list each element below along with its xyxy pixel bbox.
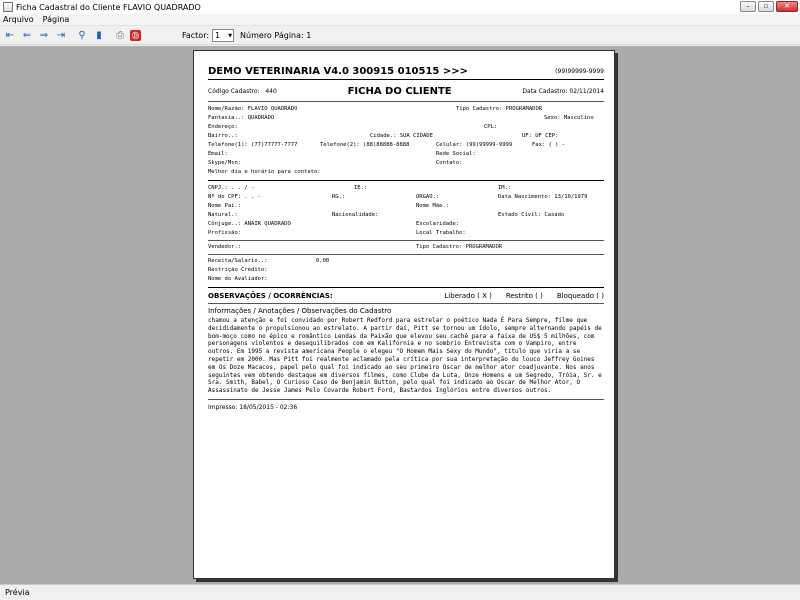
printed-timestamp: Impresso: 18/05/2015 - 02:36: [208, 403, 298, 411]
close-button[interactable]: ✕: [776, 1, 798, 12]
field-profissao: Profissão:: [208, 230, 242, 236]
report-title: FICHA DO CLIENTE: [347, 85, 452, 97]
field-estado-civil: Estado Civil: Casado: [498, 212, 565, 218]
field-uf: UF: UF CEP:: [522, 133, 559, 139]
field-contato: Contato:: [436, 160, 463, 166]
chevron-down-icon: ▼: [228, 32, 233, 39]
field-nome-mae: Nome Mãe.:: [416, 203, 450, 209]
field-fantasia: Fantasia..: QUADRADO: [208, 115, 275, 121]
info-title: Informações / Anotações / Observações do Cadastro: [208, 307, 392, 315]
book-icon[interactable]: ▮: [96, 30, 102, 41]
minimize-button[interactable]: –: [740, 1, 756, 12]
first-page-icon[interactable]: ⇤: [5, 30, 15, 41]
field-conjuge: Cônjuge..: ANAIR QUADRADO: [208, 221, 291, 227]
field-vendedor: Vendedor.:: [208, 244, 242, 250]
field-data-nascimento: Data Nascimento: 13/10/1979: [498, 194, 588, 200]
field-cpl: CPL:: [484, 124, 498, 130]
field-nome-pai: Nome Pai.:: [208, 203, 242, 209]
codigo-cadastro: Código Cadastro: 440: [208, 87, 277, 95]
field-tipo: Tipo Cadastro: PROGRAMADOR: [456, 106, 543, 112]
field-telefone1: Telefone(1): (77)77777-7777: [208, 142, 298, 148]
field-im: IM.:: [498, 185, 512, 191]
pdf-icon[interactable]: Ⓓ: [132, 31, 139, 40]
field-receita-value: 0,00: [316, 258, 330, 264]
page-number-label: Número Página: 1: [240, 31, 312, 40]
field-natural: Natural.:: [208, 212, 238, 218]
factor-select[interactable]: [212, 29, 234, 42]
print-icon[interactable]: ⎙: [116, 30, 124, 41]
field-celular: Celular: (99)99999-9999: [436, 142, 513, 148]
field-fax: Fax: ( ) -: [532, 142, 566, 148]
app-icon: [3, 2, 13, 12]
field-endereco: Endereço:: [208, 124, 238, 130]
title-bar: [0, 0, 800, 14]
last-page-icon[interactable]: ⇥: [56, 30, 66, 41]
prev-page-icon[interactable]: ⇐: [22, 30, 32, 41]
next-page-icon[interactable]: ⇒: [39, 30, 49, 41]
zoom-icon[interactable]: ⚲: [78, 30, 86, 41]
field-nome-avaliador: Nome do Avaliador:: [208, 276, 268, 282]
field-cpf: Nº do CPF: . . -: [208, 194, 261, 200]
toolbar: [0, 27, 800, 45]
field-ie: IE.:: [354, 185, 368, 191]
data-cadastro: Data Cadastro: 02/11/2014: [522, 87, 604, 95]
field-skype: Skype/Msn:: [208, 160, 242, 166]
report-page: [193, 50, 615, 579]
field-email: Email:: [208, 151, 228, 157]
status-bloqueado: Bloqueado ( ): [556, 291, 604, 300]
field-tipo-cadastro-2: Tipo Cadastro: PROGRAMADOR: [416, 244, 503, 250]
field-escolaridade: Escolaridade:: [416, 221, 460, 227]
menu-bar: [0, 14, 800, 26]
field-telefone2: Telefone(2): (88)88888-8888: [320, 142, 410, 148]
field-nacionalidade: Nacionalidade:: [332, 212, 379, 218]
field-restricao-credito: Restrição Crédito:: [208, 267, 268, 273]
field-receita-label: Receita/Salario..:: [208, 258, 268, 264]
status-restrito: Restrito ( ): [505, 291, 543, 300]
field-cnpj: CNPJ.: . . / -: [208, 185, 255, 191]
company-name: DEMO VETERINARIA V4.0 300915 010515 >>>: [208, 66, 468, 77]
field-melhor-contato: Melhor dia e horário para contato:: [208, 169, 321, 175]
status-bar: [0, 584, 800, 600]
observacoes-title: OBSERVAÇÕES / OCORRÊNCIAS:: [208, 291, 333, 300]
status-liberado: Liberado ( X ): [444, 291, 492, 300]
field-sexo: Sexo: Masculino: [544, 115, 594, 121]
preview-viewport[interactable]: [0, 46, 800, 584]
menu-pagina[interactable]: Página: [42, 15, 70, 24]
field-cidade: Cidade.: SUA CIDADE: [370, 133, 433, 139]
observacoes-text: chamou a atenção e foi convidado por Robert Redford para estrelar o poético Nada É Para Sempre, filme que decididamente o propulsionou ao estrelato. A partir daí, Pitt se tornou um ídolo, sempre alternando papéis de bom-moço como no épico e romântico Lendas da Paixão que elevou seu cachê para a faixa de US$ 5 milhões, com personagens violentos e desequilibrados com em Kalifornia e no sombrio Entrevista com o Vampiro, entre outros. Em 1995 a revista americana People o elegeu "O Homem Mais Sexy do Mundo", título que viria a se repetir em 2000. Mas Pitt foi realmente aclamado pela crítica por sua interpretação do louco Jeffrey Goines em Os Doze Macacos, papel pelo qual foi indicado ao seu primeiro Oscar de melhor ator coadjuvante. Nos anos seguintes vem obtendo destaque em diversos filmes, como Clube da Luta, Onze Homens e um Segredo, Tróia, Sr. e Sra. Smith, Babel, O Curioso Caso de Benjamin Button, pelo qual foi indicado ao Oscar de Melhor Ator, O Assassinato de Jesse James Pelo Covarde Robert Ford, Bastardos Inglórios entre diversos outros.: [208, 317, 602, 395]
field-orgao: ORGAO.:: [416, 194, 440, 200]
window-title: Ficha Cadastral do Cliente FLAVIO QUADRADO: [16, 2, 201, 12]
maximize-button[interactable]: ▫: [758, 1, 774, 12]
status-text: Prévia: [5, 588, 30, 597]
field-local-trabalho: Local Trabalho:: [416, 230, 466, 236]
field-bairro: Bairro..:: [208, 133, 238, 139]
menu-arquivo[interactable]: Arquivo: [3, 15, 34, 24]
factor-value: 1: [215, 31, 221, 40]
company-phone: (99)99999-9999: [555, 68, 604, 75]
field-rg: RG.:: [332, 194, 346, 200]
factor-label: Factor:: [182, 31, 210, 40]
field-rede-social: Rede Social:: [436, 151, 476, 157]
field-nome: Nome/Razão: FLAVIO QUADRADO: [208, 106, 298, 112]
